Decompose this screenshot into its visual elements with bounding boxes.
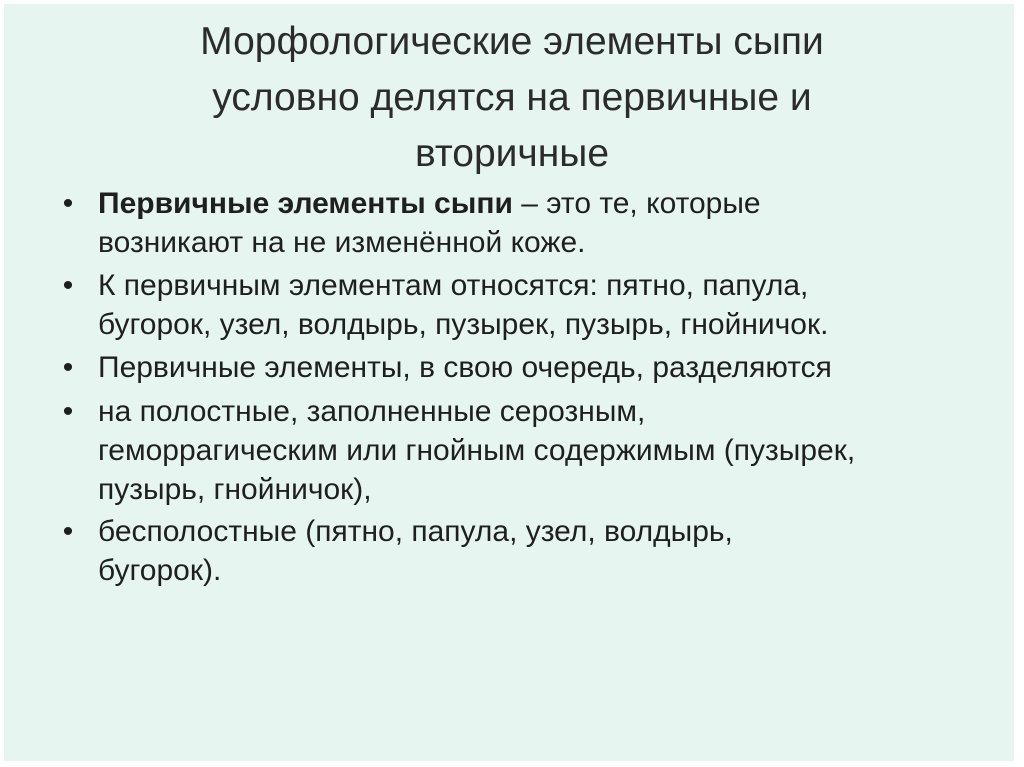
title-line-3: вторичные [414, 132, 610, 175]
bullet-text [98, 184, 976, 262]
bullet-text [98, 348, 976, 387]
bullet-item-primary-list [56, 266, 976, 344]
bullet-text-line-2: возникают на не изменённой коже. [98, 226, 586, 259]
bullet-item-primary-elements [56, 184, 976, 262]
bullet-text [98, 392, 976, 509]
bullet-text [98, 512, 976, 590]
bullet-text [98, 266, 976, 344]
title-line-1: Морфологические элементы сыпи [200, 20, 824, 63]
bullet-point: • [62, 351, 74, 384]
bullet-point: • [62, 515, 74, 548]
bullet-item-non-cavitary [56, 512, 976, 590]
bullet-item-subdivision [56, 348, 976, 387]
bullet-point: • [62, 269, 74, 302]
bullet-text-line-1: бесполостные (пятно, папула, узел, волдырь, [98, 515, 733, 548]
bullet-text-line-1: на полостные, заполненные серозным, [98, 395, 646, 428]
bullet-item-cavitary [56, 392, 976, 509]
bullet-text-line-1: К первичным элементам относятся: пятно, папула, [98, 269, 809, 302]
bullet-text-line-1-rest: – это те, которые [512, 187, 761, 220]
bullet-text-line-2: геморрагическим или гнойным содержимым (пузырек, [98, 434, 856, 467]
bullet-text-line-3: пузырь, гнойничок), [98, 473, 372, 506]
title-line-2: условно делятся на первичные и [212, 76, 812, 119]
primary-elements-term: Первичные элементы сыпи [98, 187, 513, 220]
bullet-point: • [62, 395, 74, 428]
bullet-text-line-2: бугорок). [98, 554, 222, 587]
bullet-point: • [62, 187, 74, 220]
bullet-text-line-1: Первичные элементы, в свою очередь, разделяются [98, 351, 832, 384]
bullet-text-line-2: бугорок, узел, волдырь, пузырек, пузырь, гнойничок. [98, 308, 829, 341]
